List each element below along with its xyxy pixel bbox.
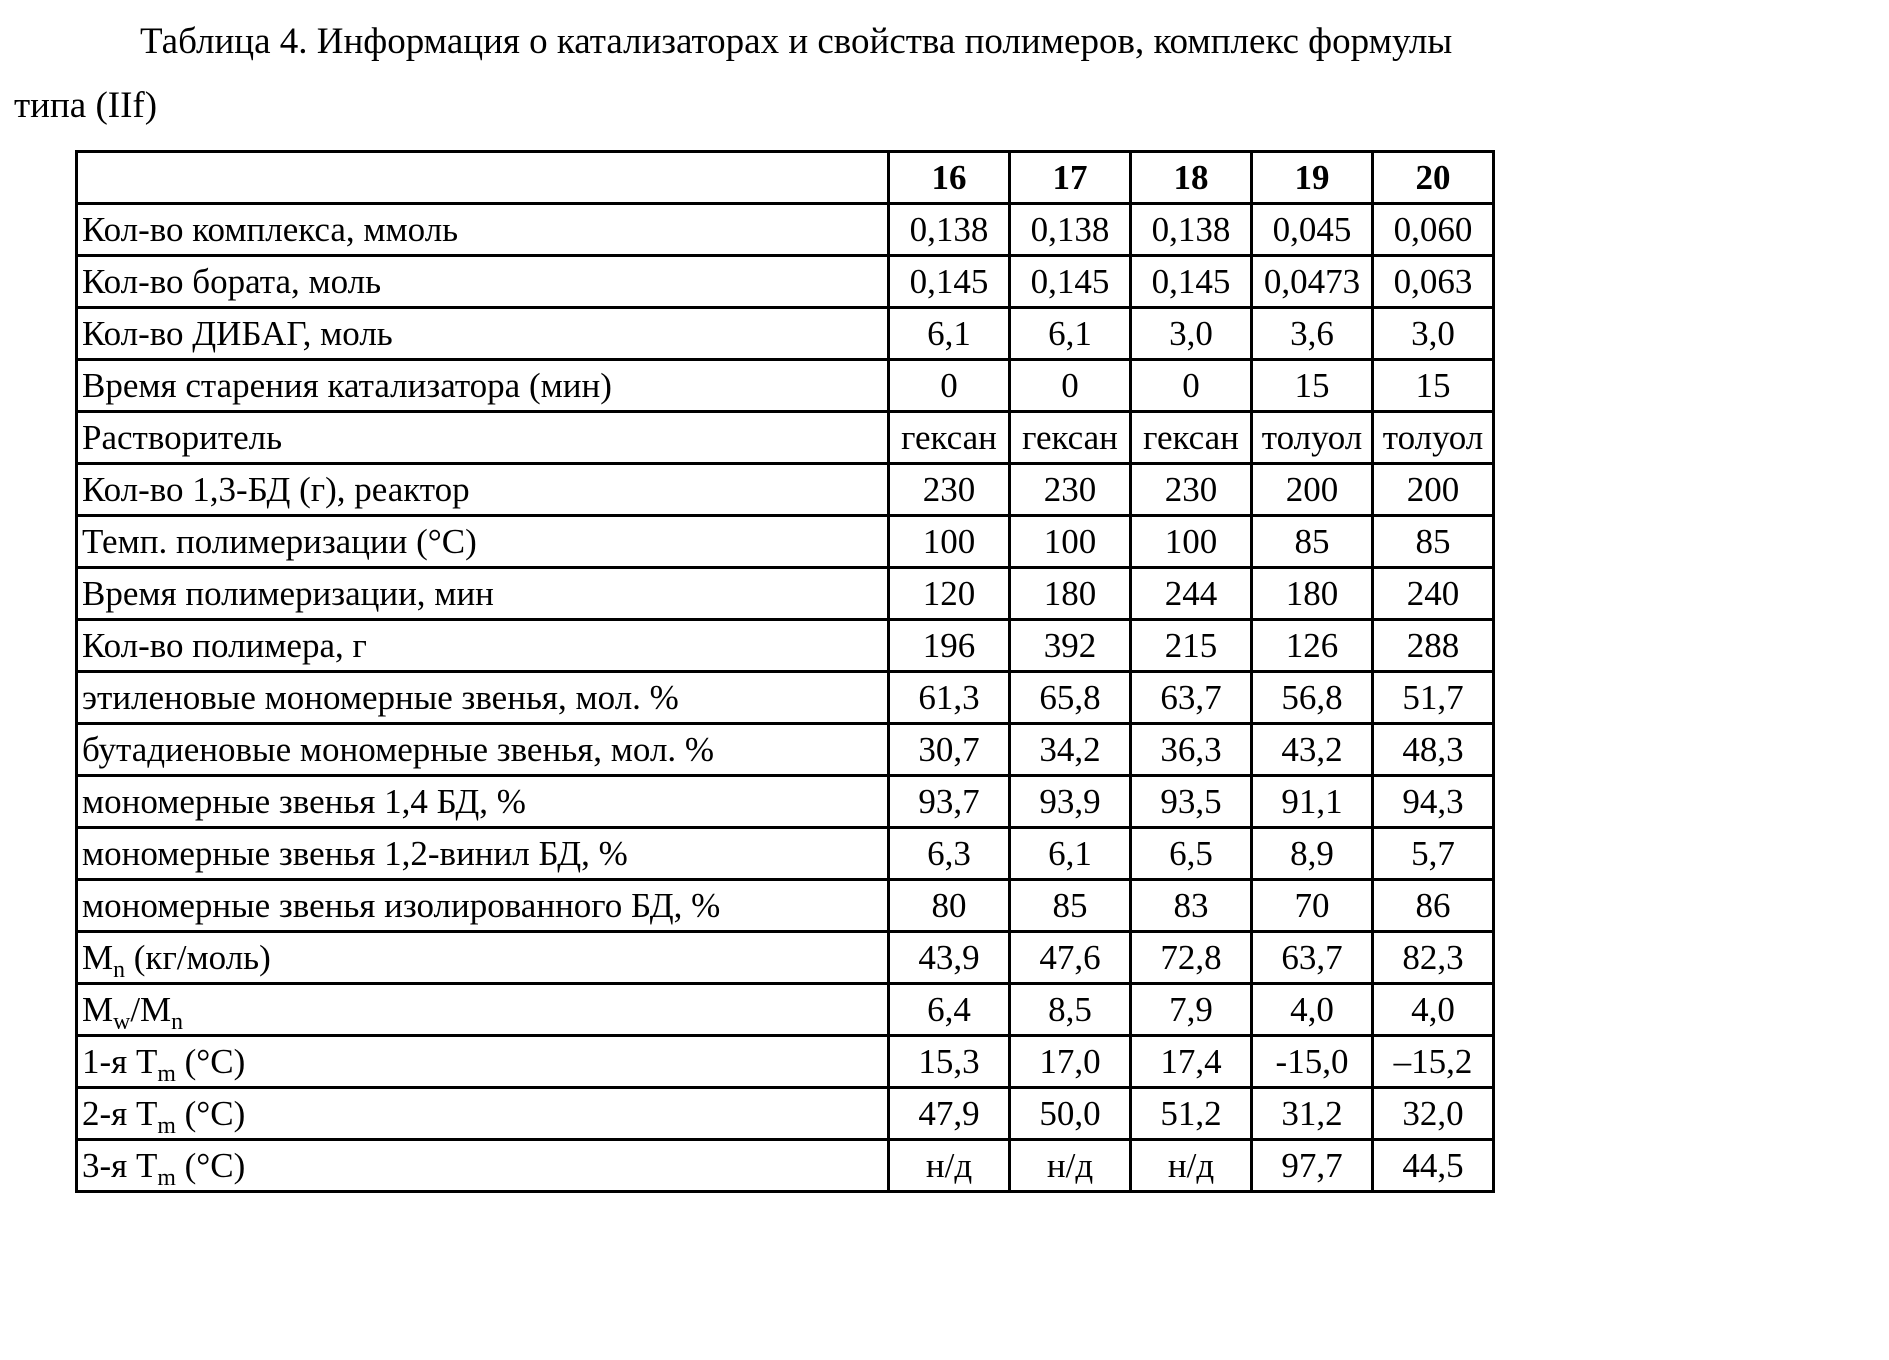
cell-value: 7,9 bbox=[1131, 984, 1252, 1036]
cell-value: 47,9 bbox=[889, 1088, 1010, 1140]
cell-value: 93,7 bbox=[889, 776, 1010, 828]
cell-value: 0,060 bbox=[1373, 204, 1494, 256]
cell-value: 44,5 bbox=[1373, 1140, 1494, 1192]
column-header: 16 bbox=[889, 152, 1010, 204]
row-label: мономерные звенья изолированного БД, % bbox=[77, 880, 889, 932]
cell-value: н/д bbox=[1010, 1140, 1131, 1192]
cell-value: 6,1 bbox=[1010, 828, 1131, 880]
row-label: 1-я $T_m$ (°С) bbox=[77, 1036, 889, 1088]
cell-value: 83 bbox=[1131, 880, 1252, 932]
cell-value: 0,0473 bbox=[1252, 256, 1373, 308]
table-caption-line-1: Таблица 4. Информация о катализаторах и свойства полимеров, комплекс формулы bbox=[140, 21, 1453, 62]
cell-value: 0,145 bbox=[1131, 256, 1252, 308]
cell-value: 51,2 bbox=[1131, 1088, 1252, 1140]
cell-value: 6,1 bbox=[1010, 308, 1131, 360]
cell-value: 31,2 bbox=[1252, 1088, 1373, 1140]
cell-value: 0,138 bbox=[1131, 204, 1252, 256]
cell-value: 8,9 bbox=[1252, 828, 1373, 880]
cell-value: 5,7 bbox=[1373, 828, 1494, 880]
column-header: 18 bbox=[1131, 152, 1252, 204]
cell-value: 100 bbox=[1010, 516, 1131, 568]
table-row bbox=[77, 204, 1494, 256]
cell-value: 180 bbox=[1010, 568, 1131, 620]
row-label: Кол-во комплекса, ммоль bbox=[77, 204, 889, 256]
cell-value: 72,8 bbox=[1131, 932, 1252, 984]
row-label: этиленовые мономерные звенья, мол. % bbox=[77, 672, 889, 724]
cell-value: 85 bbox=[1010, 880, 1131, 932]
cell-value: 6,5 bbox=[1131, 828, 1252, 880]
cell-value: гексан bbox=[1010, 412, 1131, 464]
table-row bbox=[77, 724, 1494, 776]
cell-value: 94,3 bbox=[1373, 776, 1494, 828]
cell-value: 200 bbox=[1252, 464, 1373, 516]
table-row bbox=[77, 360, 1494, 412]
cell-value: 230 bbox=[889, 464, 1010, 516]
row-label: мономерные звенья 1,2-винил БД, % bbox=[77, 828, 889, 880]
column-header: 19 bbox=[1252, 152, 1373, 204]
cell-value: 0,138 bbox=[1010, 204, 1131, 256]
table-row bbox=[77, 984, 1494, 1036]
cell-value: 8,5 bbox=[1010, 984, 1131, 1036]
cell-value: гексан bbox=[1131, 412, 1252, 464]
cell-value: 0,063 bbox=[1373, 256, 1494, 308]
cell-value: 6,4 bbox=[889, 984, 1010, 1036]
cell-value: -15,0 bbox=[1252, 1036, 1373, 1088]
cell-value: толуол bbox=[1252, 412, 1373, 464]
cell-value: 17,0 bbox=[1010, 1036, 1131, 1088]
cell-value: 3,6 bbox=[1252, 308, 1373, 360]
table-row bbox=[77, 256, 1494, 308]
cell-value: 15 bbox=[1252, 360, 1373, 412]
cell-value: 196 bbox=[889, 620, 1010, 672]
cell-value: 36,3 bbox=[1131, 724, 1252, 776]
cell-value: 34,2 bbox=[1010, 724, 1131, 776]
cell-value: 230 bbox=[1131, 464, 1252, 516]
table-row bbox=[77, 1140, 1494, 1192]
cell-value: 4,0 bbox=[1373, 984, 1494, 1036]
cell-value: 43,2 bbox=[1252, 724, 1373, 776]
cell-value: 215 bbox=[1131, 620, 1252, 672]
cell-value: 180 bbox=[1252, 568, 1373, 620]
row-label: 2-я $T_m$ (°С) bbox=[77, 1088, 889, 1140]
cell-value: 0,045 bbox=[1252, 204, 1373, 256]
cell-value: 0,145 bbox=[1010, 256, 1131, 308]
table-row bbox=[77, 880, 1494, 932]
cell-value: 126 bbox=[1252, 620, 1373, 672]
cell-value: 6,3 bbox=[889, 828, 1010, 880]
cell-value: 6,1 bbox=[889, 308, 1010, 360]
row-label: $M_n$ (кг/моль) bbox=[77, 932, 889, 984]
table-row bbox=[77, 1036, 1494, 1088]
cell-value: н/д bbox=[1131, 1140, 1252, 1192]
cell-value: 93,9 bbox=[1010, 776, 1131, 828]
row-label: 3-я $T_m$ (°С) bbox=[77, 1140, 889, 1192]
cell-value: 392 bbox=[1010, 620, 1131, 672]
column-header: 17 bbox=[1010, 152, 1131, 204]
cell-value: 0 bbox=[1131, 360, 1252, 412]
cell-value: 82,3 bbox=[1373, 932, 1494, 984]
cell-value: 0,138 bbox=[889, 204, 1010, 256]
row-label: $M_w/M_n$ bbox=[77, 984, 889, 1036]
cell-value: 100 bbox=[1131, 516, 1252, 568]
cell-value: 91,1 bbox=[1252, 776, 1373, 828]
row-label: Кол-во полимера, г bbox=[77, 620, 889, 672]
table-row bbox=[77, 464, 1494, 516]
cell-value: 15 bbox=[1373, 360, 1494, 412]
table-row bbox=[77, 828, 1494, 880]
cell-value: 0 bbox=[1010, 360, 1131, 412]
table-header-row bbox=[77, 152, 1494, 204]
cell-value: 50,0 bbox=[1010, 1088, 1131, 1140]
row-label: Кол-во ДИБАГ, моль bbox=[77, 308, 889, 360]
cell-value: 0 bbox=[889, 360, 1010, 412]
cell-value: 200 bbox=[1373, 464, 1494, 516]
table-row bbox=[77, 672, 1494, 724]
cell-value: 97,7 bbox=[1252, 1140, 1373, 1192]
cell-value: 65,8 bbox=[1010, 672, 1131, 724]
cell-value: 4,0 bbox=[1252, 984, 1373, 1036]
row-label: Растворитель bbox=[77, 412, 889, 464]
table-caption-line-2: типа (IIf) bbox=[14, 85, 158, 126]
cell-value: 93,5 bbox=[1131, 776, 1252, 828]
table-row bbox=[77, 932, 1494, 984]
cell-value: 120 bbox=[889, 568, 1010, 620]
row-label: Время старения катализатора (мин) bbox=[77, 360, 889, 412]
cell-value: 48,3 bbox=[1373, 724, 1494, 776]
row-label: Время полимеризации, мин bbox=[77, 568, 889, 620]
table-row bbox=[77, 776, 1494, 828]
row-label: бутадиеновые мономерные звенья, мол. % bbox=[77, 724, 889, 776]
table-row bbox=[77, 412, 1494, 464]
catalyst-properties-table bbox=[75, 150, 1495, 1193]
cell-value: 86 bbox=[1373, 880, 1494, 932]
cell-value: 30,7 bbox=[889, 724, 1010, 776]
cell-value: 56,8 bbox=[1252, 672, 1373, 724]
table-row bbox=[77, 1088, 1494, 1140]
cell-value: 43,9 bbox=[889, 932, 1010, 984]
cell-value: 0,145 bbox=[889, 256, 1010, 308]
cell-value: 15,3 bbox=[889, 1036, 1010, 1088]
table-row bbox=[77, 308, 1494, 360]
row-label: Кол-во бората, моль bbox=[77, 256, 889, 308]
cell-value: толуол bbox=[1373, 412, 1494, 464]
cell-value: 70 bbox=[1252, 880, 1373, 932]
cell-value: –15,2 bbox=[1373, 1036, 1494, 1088]
cell-value: 63,7 bbox=[1252, 932, 1373, 984]
cell-value: гексан bbox=[889, 412, 1010, 464]
cell-value: 51,7 bbox=[1373, 672, 1494, 724]
cell-value: 80 bbox=[889, 880, 1010, 932]
column-header: 20 bbox=[1373, 152, 1494, 204]
table-row bbox=[77, 516, 1494, 568]
cell-value: 17,4 bbox=[1131, 1036, 1252, 1088]
cell-value: 230 bbox=[1010, 464, 1131, 516]
cell-value: 63,7 bbox=[1131, 672, 1252, 724]
row-label: Темп. полимеризации (°С) bbox=[77, 516, 889, 568]
corner-header-cell bbox=[77, 152, 889, 204]
table-body bbox=[77, 204, 1494, 1192]
table-row bbox=[77, 568, 1494, 620]
cell-value: н/д bbox=[889, 1140, 1010, 1192]
cell-value: 47,6 bbox=[1010, 932, 1131, 984]
cell-value: 32,0 bbox=[1373, 1088, 1494, 1140]
cell-value: 244 bbox=[1131, 568, 1252, 620]
cell-value: 288 bbox=[1373, 620, 1494, 672]
table-caption bbox=[14, 10, 1594, 138]
cell-value: 85 bbox=[1252, 516, 1373, 568]
cell-value: 3,0 bbox=[1373, 308, 1494, 360]
cell-value: 3,0 bbox=[1131, 308, 1252, 360]
row-label: мономерные звенья 1,4 БД, % bbox=[77, 776, 889, 828]
cell-value: 61,3 bbox=[889, 672, 1010, 724]
row-label: Кол-во 1,3-БД (г), реактор bbox=[77, 464, 889, 516]
table-row bbox=[77, 620, 1494, 672]
cell-value: 85 bbox=[1373, 516, 1494, 568]
cell-value: 240 bbox=[1373, 568, 1494, 620]
cell-value: 100 bbox=[889, 516, 1010, 568]
